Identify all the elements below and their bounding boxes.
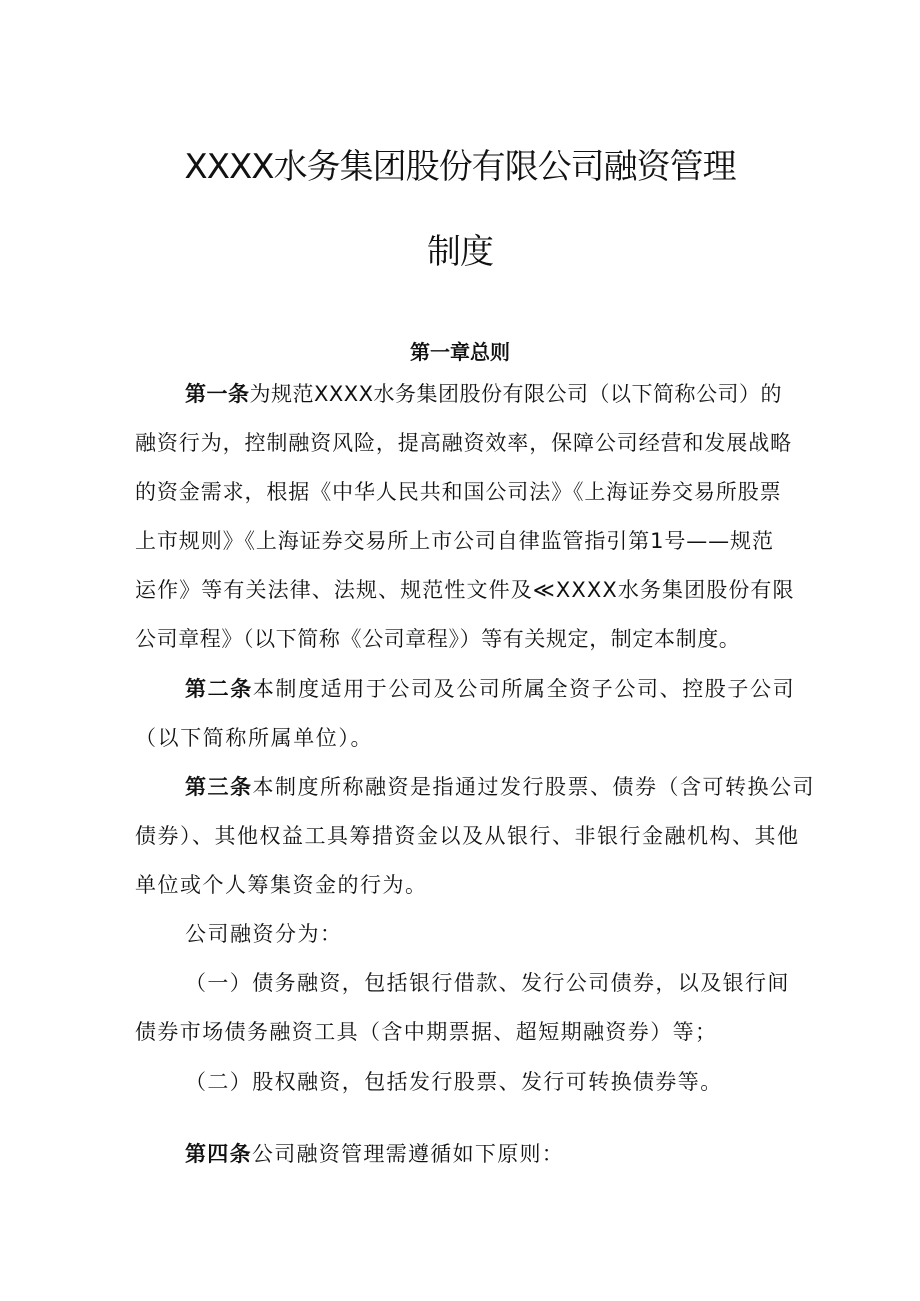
article-2-label: 第二条: [185, 677, 253, 701]
article-4-label: 第四条: [185, 1142, 252, 1166]
article-4-line-1: [185, 1140, 564, 1168]
financing-types-intro: 公司融资分为：: [185, 922, 343, 946]
financing-type-1-line-1: （一）债务融资，包括银行借款、发行公司债券，以及银行间: [185, 971, 790, 995]
article-1-line-5: 运作》等有关法律、法规、规范性文件及≪XXXX水务集团股份有限: [135, 578, 795, 602]
chapter-heading: 第一章总则: [410, 340, 510, 364]
article-2-line-2: （以下简称所属单位）。: [135, 726, 374, 750]
document-title-line2: 制度: [427, 232, 493, 272]
article-1-line-4: 上市规则》《上海证券交易所上市公司自律监管指引第1号——规范: [135, 529, 774, 553]
financing-type-1-line-2: 债券市场债务融资工具（含中期票据、超短期融资券）等；: [135, 1020, 718, 1044]
article-3-line-2: 债券）、其他权益工具筹措资金以及从银行、非银行金融机构、其他: [135, 824, 800, 848]
article-3-line-3: 单位或个人筹集资金的行为。: [135, 873, 428, 897]
article-1-label: 第一条: [185, 382, 250, 406]
article-3-text: 本制度所称融资是指通过发行股票、债券（含可转换公司: [252, 775, 815, 799]
article-1-line-2: 融资行为，控制融资风险，提高融资效率，保障公司经营和发展战略: [135, 431, 792, 455]
document-title-line1: XXXX水务集团股份有限公司融资管理: [184, 147, 736, 187]
article-2-text: 本制度适用于公司及公司所属全资子公司、控股子公司: [252, 677, 796, 701]
article-1-line-3: 的资金需求，根据《中华人民共和国公司法》《上海证券交易所股票: [135, 480, 782, 504]
financing-type-2: （二）股权融资，包括发行股票、发行可转换债券等。: [185, 1070, 723, 1094]
article-1-line-6: 公司章程》（以下简称《公司章程》）等有关规定，制定本制度。: [135, 627, 741, 651]
article-1-text: 为规范XXXX水务集团股份有限公司（以下简称公司）的: [249, 382, 783, 406]
article-3-line-1: [185, 773, 815, 801]
article-3-label: 第三条: [185, 775, 253, 799]
article-2-line-1: [185, 675, 795, 703]
article-4-text: 公司融资管理需遵循如下原则：: [251, 1142, 565, 1166]
article-1-line-1: [185, 380, 782, 408]
